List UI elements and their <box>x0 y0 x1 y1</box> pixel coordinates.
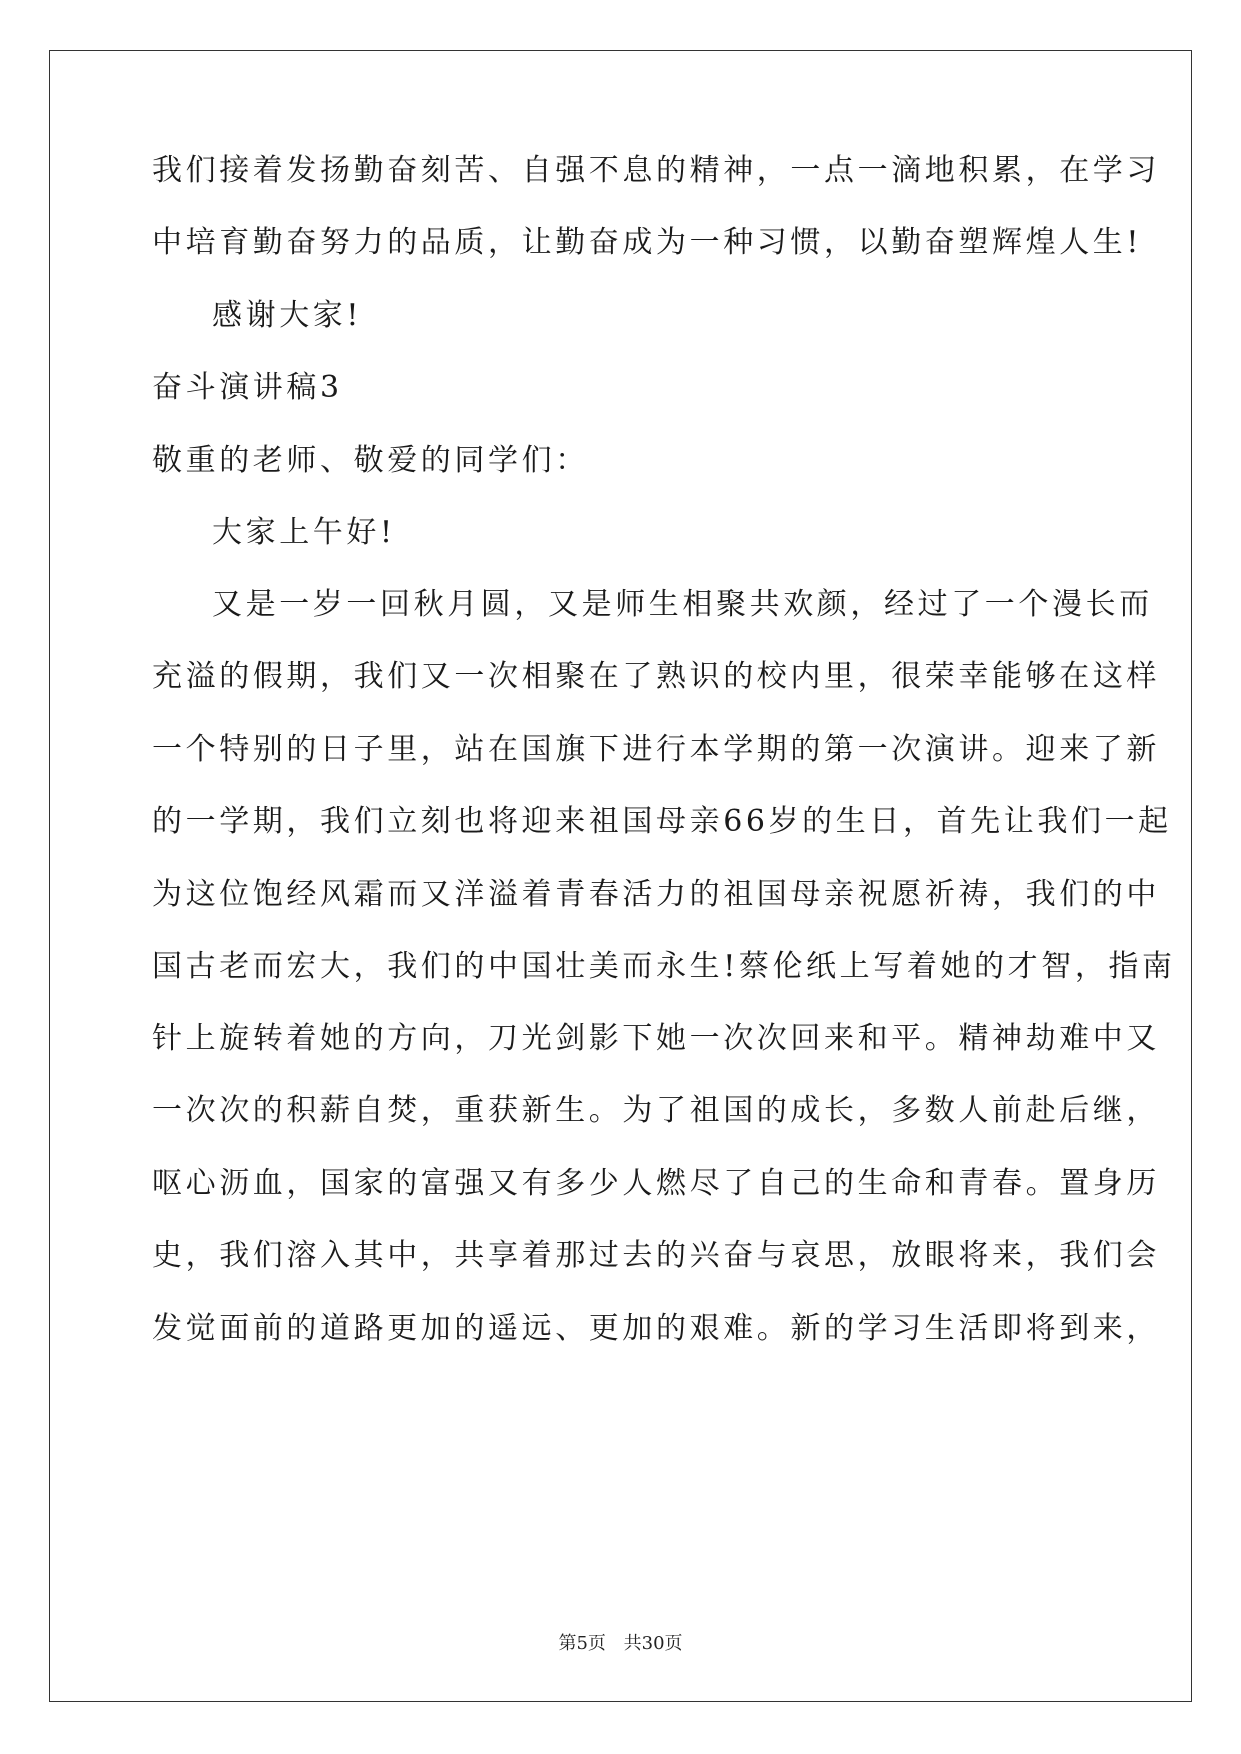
paragraph-line: 又是一岁一回秋月圆，又是师生相聚共欢颜，经过了一个漫长而 <box>212 587 1153 622</box>
paragraph-line: 一个特别的日子里，站在国旗下进行本学期的第一次演讲。迎来了新 <box>152 732 1160 767</box>
paragraph-line: 史，我们溶入其中，共享着那过去的兴奋与哀思，放眼将来，我们会 <box>152 1238 1160 1273</box>
paragraph-line: 中培育勤奋努力的品质，让勤奋成为一种习惯，以勤奋塑辉煌人生! <box>152 225 1143 260</box>
paragraph-line: 针上旋转着她的方向，刀光剑影下她一次次回来和平。精神劫难中又 <box>152 1021 1160 1056</box>
paragraph-line: 的一学期，我们立刻也将迎来祖国母亲66岁的生日，首先让我们一起 <box>152 804 1172 839</box>
paragraph-line: 我们接着发扬勤奋刻苦、自强不息的精神，一点一滴地积累，在学习 <box>152 153 1160 188</box>
salutation: 敬重的老师、敬爱的同学们： <box>152 443 589 478</box>
paragraph-line: 呕心沥血，国家的富强又有多少人燃尽了自己的生命和青春。置身历 <box>152 1166 1160 1201</box>
closing-thanks: 感谢大家! <box>212 298 363 333</box>
paragraph-line: 充溢的假期，我们又一次相聚在了熟识的校内里，很荣幸能够在这样 <box>152 659 1160 694</box>
paragraph-line: 为这位饱经风霜而又洋溢着青春活力的祖国母亲祝愿祈祷，我们的中 <box>152 877 1160 912</box>
page-number: 第5页 <box>558 1633 606 1654</box>
paragraph-line: 国古老而宏大，我们的中国壮美而永生!蔡伦纸上写着她的才智，指南 <box>152 949 1176 984</box>
page-total: 共30页 <box>623 1633 683 1654</box>
paragraph-line: 发觉面前的道路更加的遥远、更加的艰难。新的学习生活即将到来， <box>152 1311 1160 1346</box>
paragraph-line: 一次次的积薪自焚，重获新生。为了祖国的成长，多数人前赴后继， <box>152 1093 1160 1128</box>
section-heading: 奋斗演讲稿3 <box>152 370 343 405</box>
page-footer <box>0 1632 1241 1656</box>
greeting: 大家上午好! <box>212 515 396 550</box>
